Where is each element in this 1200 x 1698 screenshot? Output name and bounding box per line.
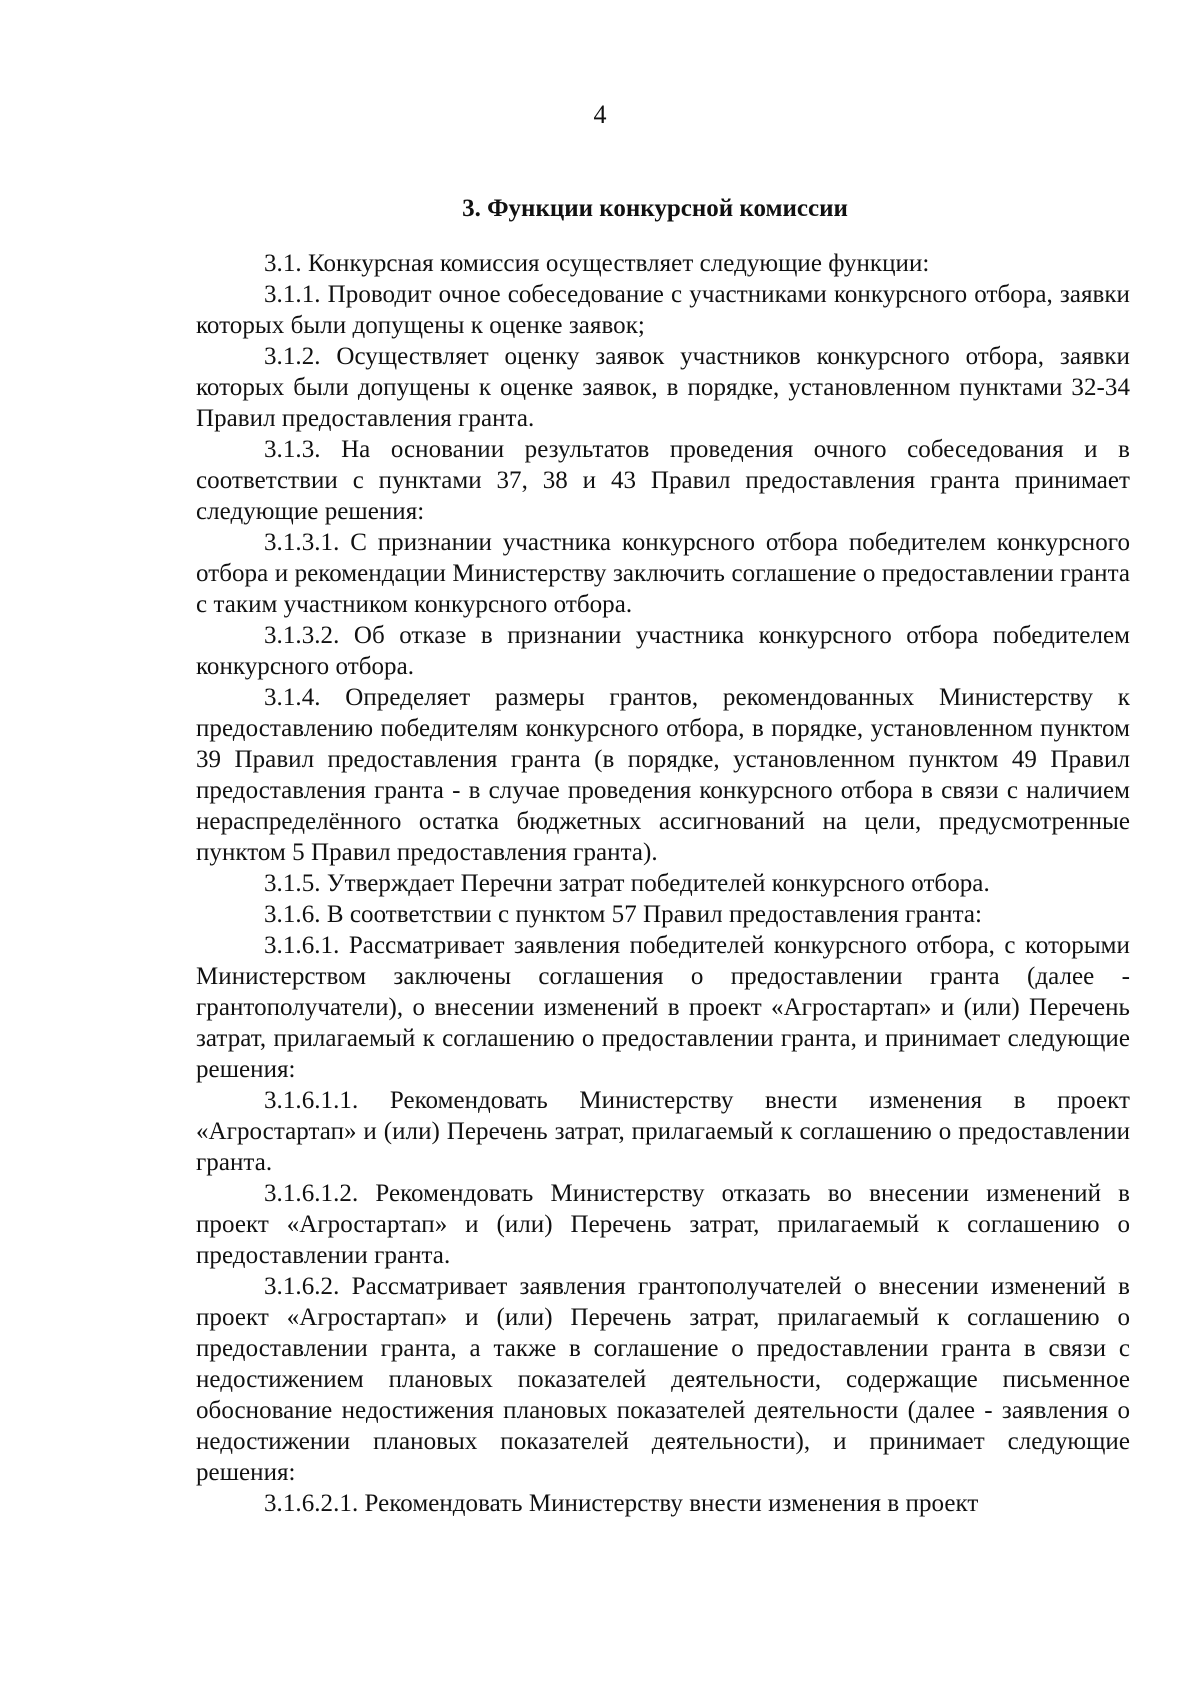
paragraph-3-1: 3.1. Конкурсная комиссия осуществляет следующие функции: bbox=[264, 250, 930, 277]
section-title: 3. Функции конкурсной комиссии bbox=[462, 195, 848, 222]
paragraph-3-1-6-1: 3.1.6.1. Рассматривает заявления победителей конкурсного отбора, с которыми Министерством заключены соглашения о предоставлении гранта (далее - грантополучатели), о внесении изменений в проект «Агростартап» и (или) Перечень затрат, прилагаемый к соглашению о предоставлении гранта, и принимает следующие решения: bbox=[196, 932, 1130, 1083]
paragraph-3-1-5: 3.1.5. Утверждает Перечни затрат победителей конкурсного отбора. bbox=[264, 870, 990, 897]
paragraph-3-1-3-1: 3.1.3.1. С признании участника конкурсного отбора победителем конкурсного отбора и рекомендации Министерству заключить соглашение о предоставлении гранта с таким участником конкурсного отбора. bbox=[196, 529, 1130, 618]
page-number: 4 bbox=[593, 100, 607, 129]
paragraph-3-1-2: 3.1.2. Осуществляет оценку заявок участников конкурсного отбора, заявки которых были допущены к оценке заявок, в порядке, установленном пунктами 32-34 Правил предоставления гранта. bbox=[196, 343, 1130, 432]
paragraph-3-1-6-2-1: 3.1.6.2.1. Рекомендовать Министерству внести изменения в проект bbox=[264, 1490, 979, 1517]
paragraph-3-1-1: 3.1.1. Проводит очное собеседование с участниками конкурсного отбора, заявки которых были допущены к оценке заявок; bbox=[196, 281, 1130, 339]
paragraph-3-1-6: 3.1.6. В соответствии с пунктом 57 Правил предоставления гранта: bbox=[264, 901, 983, 928]
paragraph-3-1-6-1-1: 3.1.6.1.1. Рекомендовать Министерству внести изменения в проект «Агростартап» и (или) Перечень затрат, прилагаемый к соглашению о предоставлении гранта. bbox=[196, 1087, 1130, 1176]
body-text bbox=[196, 248, 1130, 1519]
paragraph-3-1-6-1-2: 3.1.6.1.2. Рекомендовать Министерству отказать во внесении изменений в проект «Агростартап» и (или) Перечень затрат, прилагаемый к соглашению о предоставлении гранта. bbox=[196, 1180, 1130, 1269]
paragraph-3-1-4: 3.1.4. Определяет размеры грантов, рекомендованных Министерству к предоставлению победителям конкурсного отбора, в порядке, установленном пунктом 39 Правил предоставления гранта (в порядке, установленном пунктом 49 Правил предоставления гранта - в случае проведения конкурсного отбора в связи с наличием нераспределённого остатка бюджетных ассигнований на цели, предусмотренные пунктом 5 Правил предоставления гранта). bbox=[196, 684, 1130, 866]
paragraph-3-1-6-2: 3.1.6.2. Рассматривает заявления грантополучателей о внесении изменений в проект «Агростартап» и (или) Перечень затрат, прилагаемый к соглашению о предоставлении гранта, а также в соглашение о предоставлении гранта в связи с недостижением плановых показателей деятельности, содержащие письменное обоснование недостижения плановых показателей деятельности (далее - заявления о недостижении плановых показателей деятельности), и принимает следующие решения: bbox=[196, 1273, 1130, 1486]
paragraph-3-1-3: 3.1.3. На основании результатов проведения очного собеседования и в соответствии с пунктами 37, 38 и 43 Правил предоставления гранта принимает следующие решения: bbox=[196, 436, 1130, 525]
paragraph-3-1-3-2: 3.1.3.2. Об отказе в признании участника конкурсного отбора победителем конкурсного отбора. bbox=[196, 622, 1130, 680]
